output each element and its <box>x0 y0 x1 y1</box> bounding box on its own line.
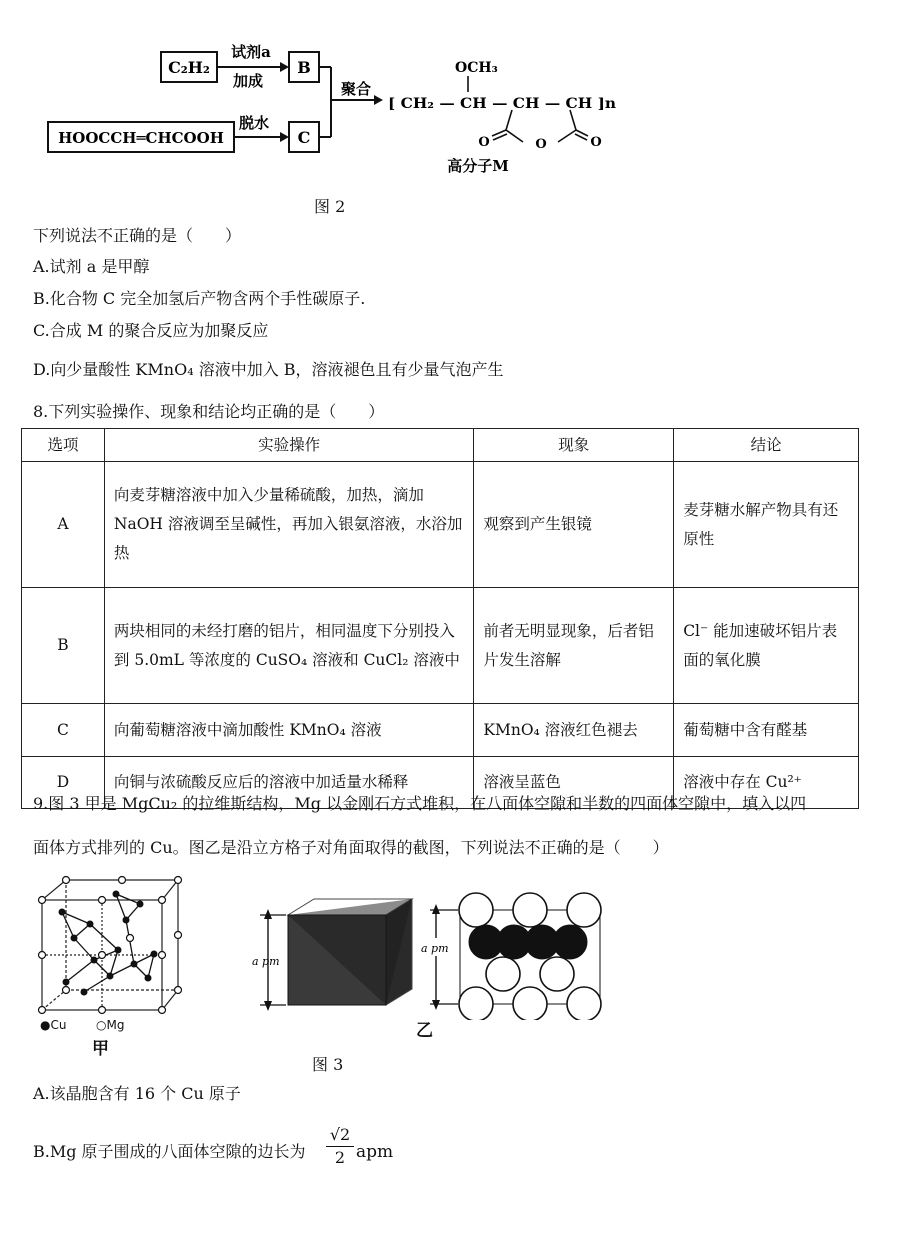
q8-stem: 8.下列实验操作、现象和结论均正确的是（ ） <box>33 402 385 421</box>
q7-option-b: B.化合物 C 完全加氢后产物含两个手性碳原子. <box>33 289 366 308</box>
ring-bond <box>506 130 523 142</box>
phenomenon-cell: KMnO₄ 溶液红色褪去 <box>474 704 674 757</box>
operation-cell: 向麦芽糖溶液中加入少量稀硫酸，加热，滴加NaOH 溶液调至呈碱性，再加入银氨溶液，水浴加热 <box>104 462 474 588</box>
ring-bond <box>570 110 576 130</box>
operation-cell: 两块相同的未经打磨的铝片，相同温度下分别投入到 5.0mL 等浓度的 CuSO₄ 溶液和 CuCl₂ 溶液中 <box>104 588 474 704</box>
fraction <box>326 1124 354 1169</box>
operation-cell: 向铜与浓硫酸反应后的溶液中加适量水稀释 <box>104 757 474 809</box>
q7-stem: 下列说法不正确的是（ ） <box>33 226 242 245</box>
q9-option-a: A.该晶胞含有 16 个 Cu 原子 <box>33 1084 241 1103</box>
q7-option-c: C.合成 M 的聚合反应为加聚反应 <box>33 321 269 340</box>
figure-3-caption: 图 3 <box>312 1055 344 1074</box>
dehydrate-label: 脱水 <box>238 114 270 132</box>
arrowhead <box>432 1000 440 1010</box>
maleic-acid-label: HOOCCH═CHCOOH <box>58 129 224 147</box>
fraction-denominator: 2 <box>334 1148 346 1167</box>
polymer-m-label: 高分子M <box>447 157 509 175</box>
table-row <box>22 462 859 588</box>
addition-label: 加成 <box>232 72 264 90</box>
option-cell: D <box>22 757 105 809</box>
ring-oxygen: O <box>535 137 547 152</box>
phenomenon-cell: 观察到产生银镜 <box>474 462 674 588</box>
arrowhead <box>374 95 383 105</box>
column-header: 选项 <box>22 429 105 462</box>
ring-bond <box>506 110 512 130</box>
cu-atoms <box>469 925 587 959</box>
phenomenon-cell: 溶液呈蓝色 <box>474 757 674 809</box>
fraction-numerator: √2 <box>326 1124 354 1147</box>
carbonyl-oxygen-right: O <box>590 135 602 150</box>
phenomenon-cell: 前者无明显现象，后者铝片发生溶解 <box>474 588 674 704</box>
cu-atoms <box>59 891 158 996</box>
carbonyl-oxygen-left: O <box>478 135 490 150</box>
c-label: C <box>297 128 311 147</box>
arrowhead <box>264 909 272 919</box>
conclusion-cell: 溶液中存在 Cu²⁺ <box>674 757 859 809</box>
q7-option-a: A.试剂 a 是甲醇 <box>33 257 150 276</box>
polymerize-label: 聚合 <box>340 80 372 98</box>
label-jia: 甲 <box>92 1039 109 1059</box>
conclusion-cell: Cl⁻ 能加速破坏铝片表面的氧化膜 <box>674 588 859 704</box>
figure-2-caption: 图 2 <box>314 197 346 216</box>
q8-table <box>21 428 859 809</box>
c2h2-label: C₂H₂ <box>168 58 210 77</box>
diagonal-section-figure-yi <box>418 880 618 1020</box>
table-row <box>22 588 859 704</box>
a-pm-label: a pm <box>252 955 280 968</box>
column-header: 现象 <box>474 429 674 462</box>
conclusion-cell: 葡萄糖中含有醛基 <box>674 704 859 757</box>
q7-option-d: D.向少量酸性 KMnO₄ 溶液中加入 B，溶液褪色且有少量气泡产生 <box>33 360 504 379</box>
column-header: 实验操作 <box>104 429 474 462</box>
option-cell: C <box>22 704 105 757</box>
arrowhead <box>432 904 440 914</box>
option-cell: A <box>22 462 105 588</box>
methoxy-label: OCH₃ <box>455 60 498 76</box>
b-label: B <box>297 58 311 77</box>
table-row <box>22 704 859 757</box>
option-cell: B <box>22 588 105 704</box>
reaction-scheme-figure <box>40 38 620 178</box>
column-header: 结论 <box>674 429 859 462</box>
arrowhead <box>264 1001 272 1011</box>
table-header-row <box>22 429 859 462</box>
polymer-chain-label: [ CH₂ — CH — CH — CH ]n <box>388 96 616 112</box>
q9-option-b-suffix: apm <box>356 1142 394 1162</box>
arrowhead <box>280 132 289 142</box>
crystal-cell-figure-jia <box>30 872 190 1037</box>
shaded-cube-figure <box>250 895 430 1015</box>
legend-cu: ●Cu <box>40 1018 67 1032</box>
q9-stem-line-1: 9.图 3 甲是 MgCu₂ 的拉维斯结构，Mg 以金刚石方式堆积，在八面体空隙和半数的四面体空隙中，填入以四 <box>33 794 807 813</box>
q9-option-b-prefix: B.Mg 原子围成的八面体空隙的边长为 <box>33 1142 306 1161</box>
mg-atoms <box>39 877 182 1014</box>
label-yi: 乙 <box>416 1021 433 1041</box>
conclusion-cell: 麦芽糖水解产物具有还原性 <box>674 462 859 588</box>
operation-cell: 向葡萄糖溶液中滴加酸性 KMnO₄ 溶液 <box>104 704 474 757</box>
reagent-a-label: 试剂a <box>231 43 271 61</box>
ring-bond <box>558 130 576 142</box>
a-pm-label: a pm <box>421 942 449 955</box>
legend-mg: ○Mg <box>96 1018 125 1032</box>
q9-stem-line-2: 面体方式排列的 Cu。图乙是沿立方格子对角面取得的截图，下列说法不正确的是（ ） <box>33 838 669 857</box>
arrowhead <box>280 62 289 72</box>
